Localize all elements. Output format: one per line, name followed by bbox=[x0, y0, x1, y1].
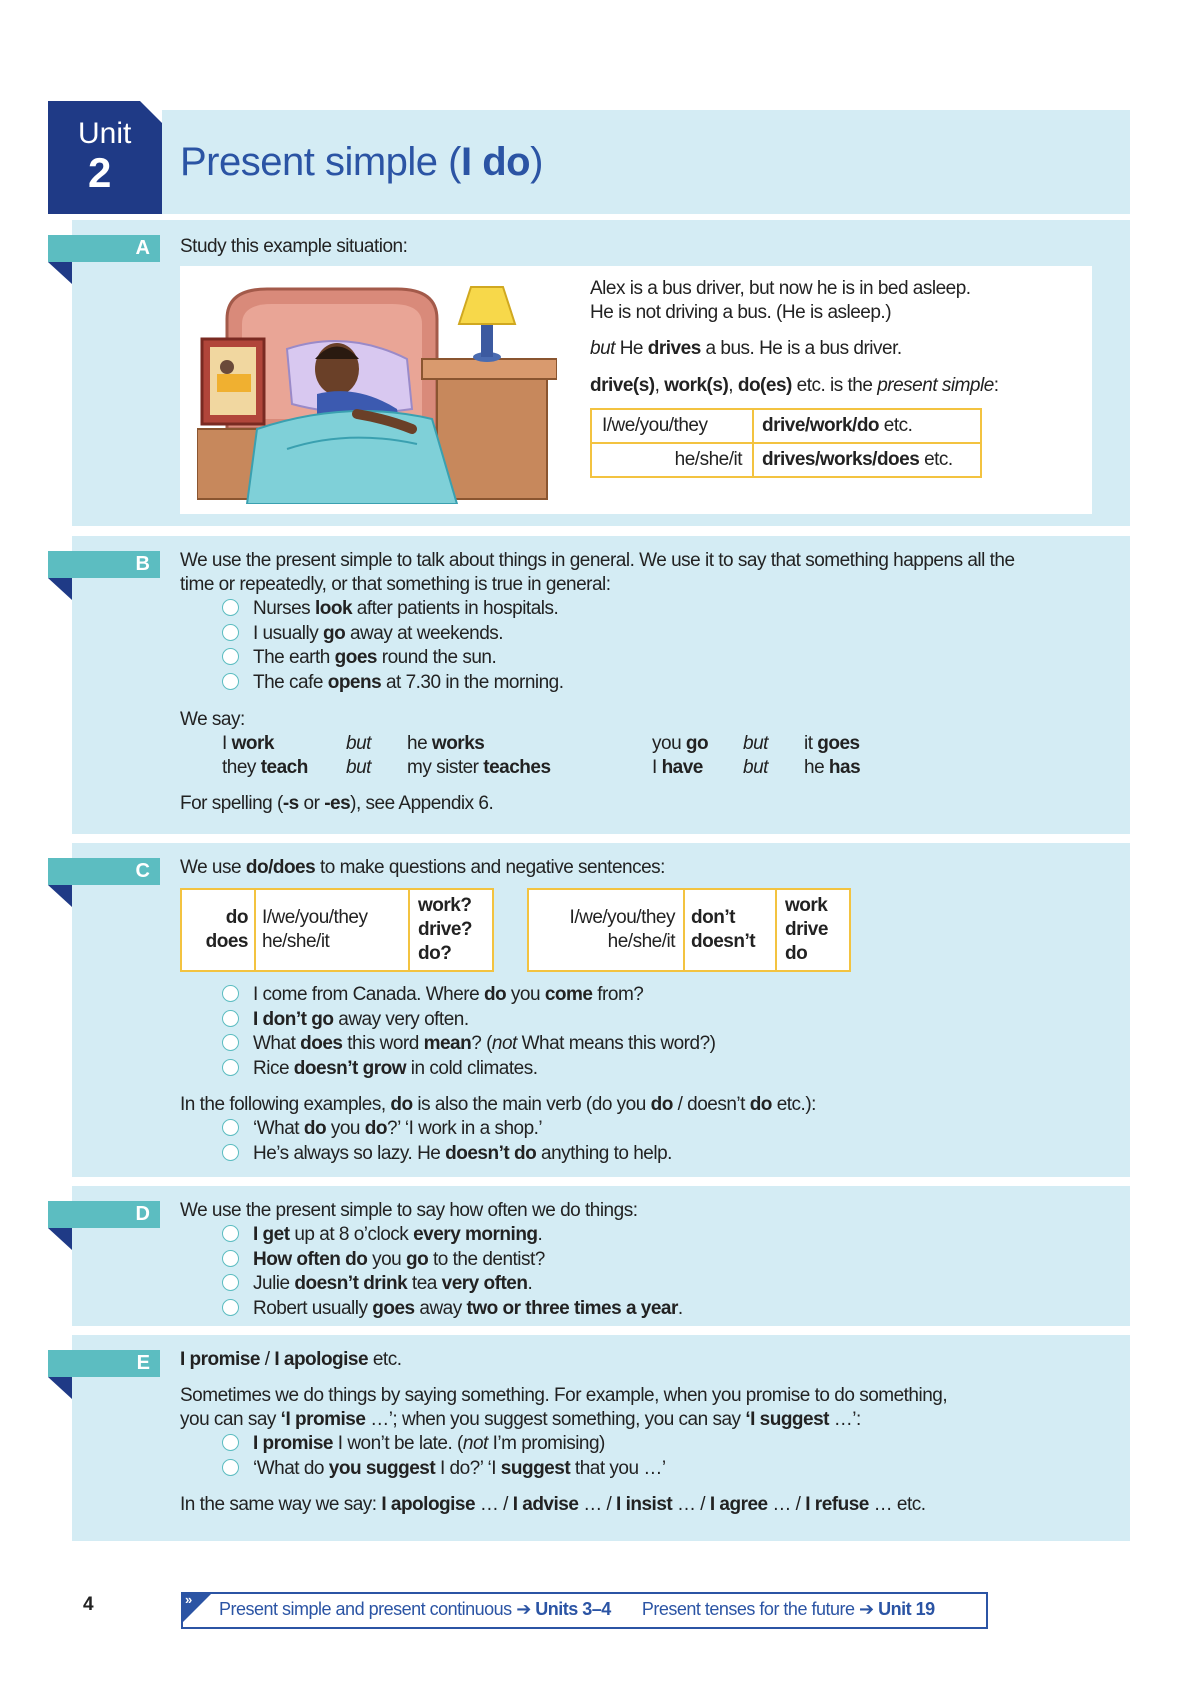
tab-fold bbox=[48, 1228, 72, 1250]
tab-fold bbox=[48, 262, 72, 284]
section-d-bullets bbox=[222, 1223, 683, 1321]
pair-cell: it goes bbox=[804, 733, 860, 754]
page-title: Present simple (I do) bbox=[180, 140, 543, 184]
section-e-para-2: you can say ‘I promise …’; when you suggest something, you can say ‘I suggest …’: bbox=[180, 1409, 861, 1430]
section-b-tab: B bbox=[48, 551, 160, 578]
cross-reference-links bbox=[219, 1599, 935, 1620]
cross-reference-box bbox=[181, 1592, 988, 1629]
bullet-icon bbox=[222, 673, 239, 690]
bullet-icon bbox=[222, 1434, 239, 1451]
section-a-line-4: drive(s), work(s), do(es) etc. is the present simple: bbox=[590, 375, 999, 396]
tab-fold bbox=[48, 885, 72, 907]
table-row bbox=[591, 409, 981, 443]
list-item: I don’t go away very often. bbox=[222, 1008, 715, 1033]
bullet-icon bbox=[222, 648, 239, 665]
bullet-icon bbox=[222, 1059, 239, 1076]
list-item: I promise I won’t be late. (not I’m promising) bbox=[222, 1432, 666, 1457]
section-b-para-1: We use the present simple to talk about things in general. We use it to say that something happens all the bbox=[180, 550, 1015, 571]
pair-cell: I work bbox=[222, 733, 274, 754]
bullet-icon bbox=[222, 1459, 239, 1476]
list-item: The cafe opens at 7.30 in the morning. bbox=[222, 671, 564, 696]
section-d-tab: D bbox=[48, 1201, 160, 1228]
we-say-label: We say: bbox=[180, 709, 245, 730]
pair-but: but bbox=[346, 733, 371, 754]
list-item: I usually go away at weekends. bbox=[222, 622, 564, 647]
section-e-last-line: In the same way we say: I apologise … / I advise … / I insist … / I agree … / I refuse … etc. bbox=[180, 1494, 926, 1515]
list-item: The earth goes round the sun. bbox=[222, 646, 564, 671]
pair-but: but bbox=[743, 757, 768, 778]
section-b-para-2: time or repeatedly, or that something is true in general: bbox=[180, 574, 611, 595]
question-table bbox=[180, 888, 494, 972]
pair-cell: you go bbox=[652, 733, 709, 754]
pair-cell: they teach bbox=[222, 757, 308, 778]
link-present-tenses-future[interactable]: Present tenses for the future ➔ Unit 19 bbox=[641, 1599, 935, 1619]
section-d-intro: We use the present simple to say how often we do things: bbox=[180, 1200, 638, 1221]
spelling-note: For spelling (-s or -es), see Appendix 6. bbox=[180, 793, 494, 814]
chevron-icon: » bbox=[185, 1592, 192, 1607]
subject-cell: he/she/it bbox=[591, 443, 753, 477]
list-item: Nurses look after patients in hospitals. bbox=[222, 597, 564, 622]
title-bar bbox=[162, 110, 1130, 214]
list-item: Robert usually goes away two or three times a year. bbox=[222, 1297, 683, 1322]
unit-label: Unit bbox=[78, 117, 132, 150]
tab-fold bbox=[48, 1377, 72, 1399]
section-a-line-2: He is not driving a bus. (He is asleep.) bbox=[590, 302, 892, 323]
pair-cell: I have bbox=[652, 757, 703, 778]
section-c-para-2: In the following examples, do is also the main verb (do you do / doesn’t do etc.): bbox=[180, 1094, 816, 1115]
list-item: Julie doesn’t drink tea very often. bbox=[222, 1272, 683, 1297]
bullet-icon bbox=[222, 1250, 239, 1267]
page-number: 4 bbox=[83, 1594, 94, 1615]
pair-but: but bbox=[346, 757, 371, 778]
bullet-icon bbox=[222, 1144, 239, 1161]
list-item: ‘What do you suggest I do?’ ‘I suggest that you …’ bbox=[222, 1457, 666, 1482]
subject-cell: I/we/you/they he/she/it bbox=[255, 889, 409, 971]
section-e-tab: E bbox=[48, 1350, 160, 1377]
list-item: How often do you go to the dentist? bbox=[222, 1248, 683, 1273]
bullet-icon bbox=[222, 1119, 239, 1136]
verb-cell: work? drive? do? bbox=[409, 889, 493, 971]
illustration-man-asleep bbox=[197, 279, 557, 504]
pair-but: but bbox=[743, 733, 768, 754]
bullet-icon bbox=[222, 599, 239, 616]
bullet-icon bbox=[222, 1299, 239, 1316]
unit-number: 2 bbox=[88, 149, 112, 196]
pair-cell: he works bbox=[407, 733, 485, 754]
verb-cell: drives/works/does etc. bbox=[753, 443, 981, 477]
verb-cell: work drive do bbox=[776, 889, 850, 971]
aux-cell: do does bbox=[181, 889, 255, 971]
list-item: I get up at 8 o’clock every morning. bbox=[222, 1223, 683, 1248]
bullet-icon bbox=[222, 985, 239, 1002]
corner-cut bbox=[140, 101, 162, 123]
section-c-bullets-2 bbox=[222, 1117, 672, 1166]
verb-cell: drive/work/do etc. bbox=[753, 409, 981, 443]
table-row bbox=[591, 443, 981, 477]
unit-badge bbox=[48, 101, 162, 214]
list-item: What does this word mean? (not What means this word?) bbox=[222, 1032, 715, 1057]
section-c-tab: C bbox=[48, 858, 160, 885]
bullet-icon bbox=[222, 1225, 239, 1242]
section-c-intro: We use do/does to make questions and negative sentences: bbox=[180, 857, 665, 878]
section-c-bullets bbox=[222, 983, 715, 1081]
section-a-tab: A bbox=[48, 235, 160, 262]
link-present-continuous[interactable]: Present simple and present continuous ➔ Units 3–4 bbox=[219, 1599, 611, 1619]
bullet-icon bbox=[222, 624, 239, 641]
subject-cell: I/we/you/they bbox=[591, 409, 753, 443]
pair-cell: he has bbox=[804, 757, 861, 778]
present-simple-table bbox=[590, 408, 982, 478]
list-item: I come from Canada. Where do you come from? bbox=[222, 983, 715, 1008]
section-a-intro: Study this example situation: bbox=[180, 236, 408, 257]
negative-cell: don’t doesn’t bbox=[684, 889, 776, 971]
section-e-para-1: Sometimes we do things by saying something. For example, when you promise to do something, bbox=[180, 1385, 948, 1406]
section-a-line-3: but He drives a bus. He is a bus driver. bbox=[590, 338, 902, 359]
negative-table bbox=[527, 888, 851, 972]
list-item: Rice doesn’t grow in cold climates. bbox=[222, 1057, 715, 1082]
list-item: He’s always so lazy. He doesn’t do anything to help. bbox=[222, 1142, 672, 1167]
section-b-bullets bbox=[222, 597, 564, 695]
bullet-icon bbox=[222, 1010, 239, 1027]
bullet-icon bbox=[222, 1274, 239, 1291]
bullet-icon bbox=[222, 1034, 239, 1051]
tab-fold bbox=[48, 578, 72, 600]
section-e-heading: I promise / I apologise etc. bbox=[180, 1349, 402, 1370]
section-e-bullets bbox=[222, 1432, 666, 1481]
list-item: ‘What do you do?’ ‘I work in a shop.’ bbox=[222, 1117, 672, 1142]
pair-cell: my sister teaches bbox=[407, 757, 551, 778]
subject-cell: I/we/you/they he/she/it bbox=[528, 889, 684, 971]
section-a-line-1: Alex is a bus driver, but now he is in bed asleep. bbox=[590, 278, 971, 299]
